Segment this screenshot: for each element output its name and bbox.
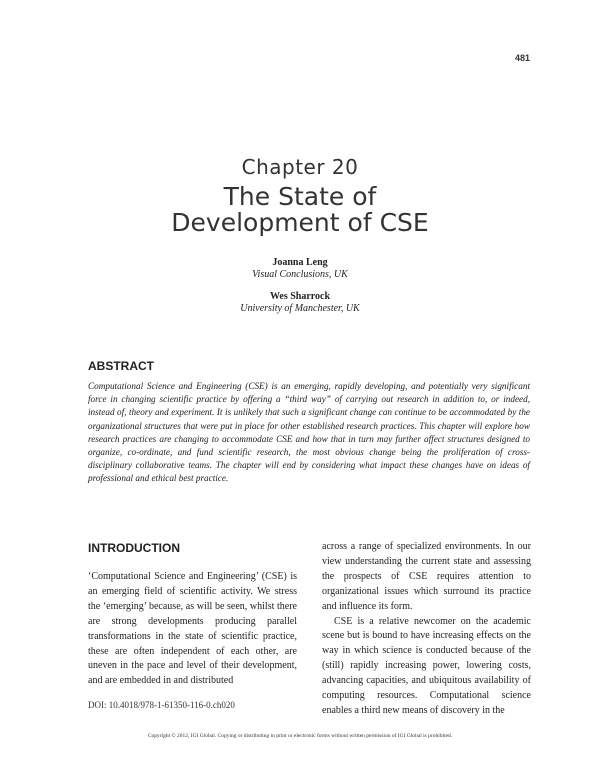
introduction-heading: INTRODUCTION (88, 541, 180, 555)
copyright-notice: Copyright © 2012, IGI Global. Copying or distributing in print or electronic forms without written permission of IGI Global is prohibited. (147, 733, 453, 739)
right-column (322, 540, 531, 719)
intro-paragraph-2: CSE is a relative newcomer on the academic scene but is bound to have increasing effects on the way in which science is conducted because of the (still) rapidly increasing power, lowering costs, advancing capacities, and ubiquitous availability of computing resources. Computational science enables a third new means of discovery in the (322, 615, 531, 716)
chapter-title-line-1: The State of (223, 182, 377, 211)
intro-paragraph-1: ‘Computational Science and Engineering’ (CSE) is an emerging field of scientific activity. We stress the ‘emerging’ because, as will be seen, whilst there are strong developments producing parallel transformations in the state of scientific practice, these are often independent of each other, are uneven in the pace and level of their development, and are embedded in and distributed (88, 571, 297, 687)
chapter-label: Chapter 20 (241, 155, 359, 179)
doi: DOI: 10.4018/978-1-61350-116-0.ch020 (88, 700, 235, 710)
author-name: Joanna Leng (272, 257, 328, 268)
page-number: 481 (514, 53, 530, 63)
author-affiliation: University of Manchester, UK (240, 303, 360, 314)
author-name: Wes Sharrock (269, 291, 331, 302)
intro-paragraph-continued: across a range of specialized environments. In our view understanding the current state and assessing the prospects of CSE requires attention to organizational issues which surround its practice and influence its form. (322, 541, 531, 612)
abstract-text: Computational Science and Engineering (CSE) is an emerging, rapidly developing, and potentially very significant force in changing scientific practice by offering a “third way” of carrying out research in addition to, or indeed, instead of, theory and experiment. It is unlikely that such a significant change can continue to be accommodated by the organizational structures that were put in place for other established research practices. This chapter will explore how research practices are changing to accommodate CSE and how that in turn may further affect structures designed to organize, co-ordinate, and fund scientific research, the most obvious change being the proliferation of cross-disciplinary collaborative teams. The chapter will end by considering what impact these changes have on ideas of professional and ethical best practice. (88, 381, 530, 484)
left-column (88, 570, 297, 689)
abstract-heading: ABSTRACT (88, 359, 154, 373)
chapter-title (0, 184, 600, 236)
author-affiliation: Visual Conclusions, UK (252, 269, 348, 280)
chapter-title-line-2: Development of CSE (171, 208, 429, 237)
